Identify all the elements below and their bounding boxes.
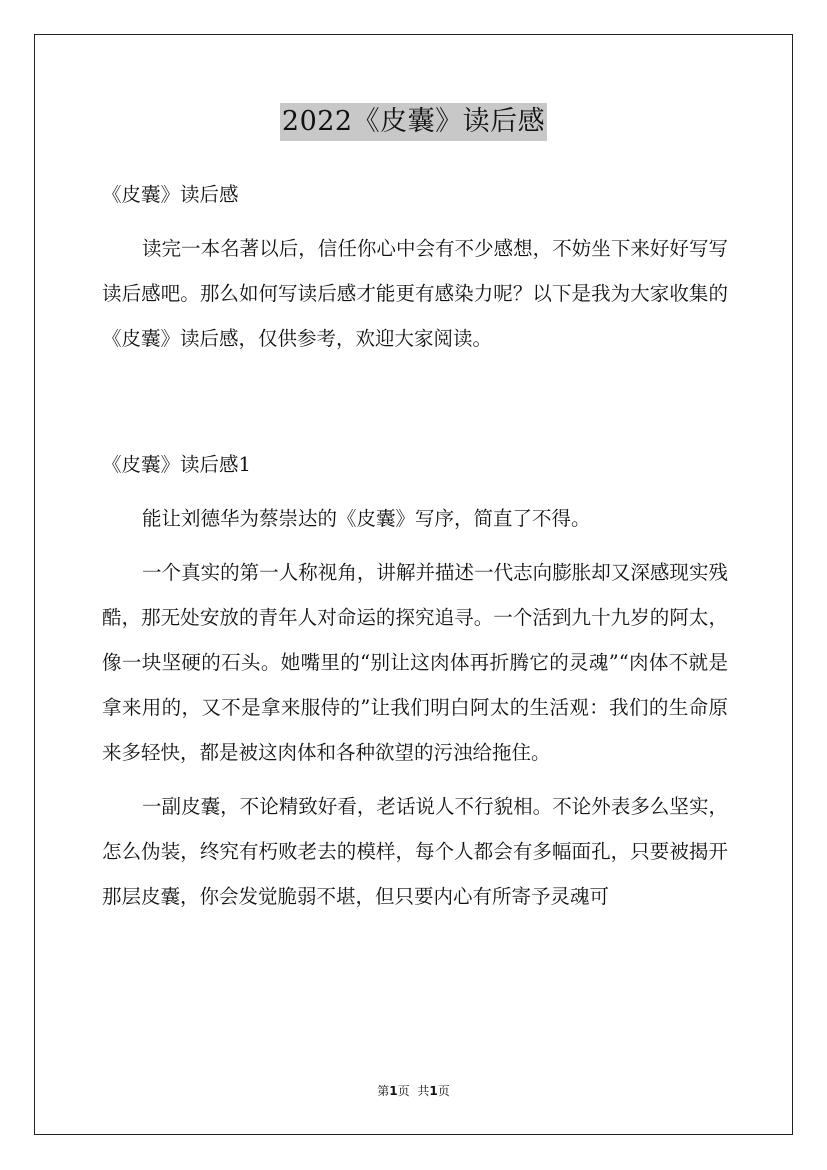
intro-section xyxy=(102,172,728,217)
section-1 xyxy=(102,442,728,919)
intro-heading: 《皮囊》读后感 xyxy=(102,183,239,206)
page-footer xyxy=(0,1082,827,1099)
total-pages: 1 xyxy=(429,1084,438,1098)
document-title: 2022《皮囊》读后感 xyxy=(280,103,547,141)
total-prefix: 共 xyxy=(417,1084,430,1098)
page-prefix: 第 xyxy=(377,1084,390,1098)
body-paragraph: 能让刘德华为蔡崇达的《皮囊》写序，简直了不得。 xyxy=(142,507,591,530)
intro-paragraph: 读完一本名著以后，信任你心中会有不少感想，不妨坐下来好好写写读后感吧。那么如何写读后感才能更有感染力呢？以下是我为大家收集的《皮囊》读后感，仅供参考，欢迎大家阅读。 xyxy=(102,237,728,350)
title-container xyxy=(0,103,827,141)
body-paragraph: 一个真实的第一人称视角，讲解并描述一代志向膨胀却又深感现实残酷，那无处安放的青年人对命运的探究追寻。一个活到九十九岁的阿太，像一块坚硬的石头。她嘴里的“别让这肉体再折腾它的灵魂”“肉体不就是拿来用的，又不是拿来服侍的”让我们明白阿太的生活观：我们的生命原来多轻快，都是被这肉体和各种欲望的污浊给拖住。 xyxy=(102,561,728,764)
intro-body xyxy=(102,226,728,361)
page-suffix: 页 xyxy=(397,1084,410,1098)
section-1-heading: 《皮囊》读后感1 xyxy=(102,453,251,476)
page-number: 1 xyxy=(389,1084,398,1098)
total-suffix: 页 xyxy=(437,1084,450,1098)
body-paragraph: 一副皮囊，不论精致好看，老话说人不行貌相。不论外表多么坚实，怎么伪装，终究有朽败老去的模样，每个人都会有多幅面孔，只要被揭开那层皮囊，你会发觉脆弱不堪，但只要内心有所寄予灵魂可 xyxy=(102,795,728,908)
